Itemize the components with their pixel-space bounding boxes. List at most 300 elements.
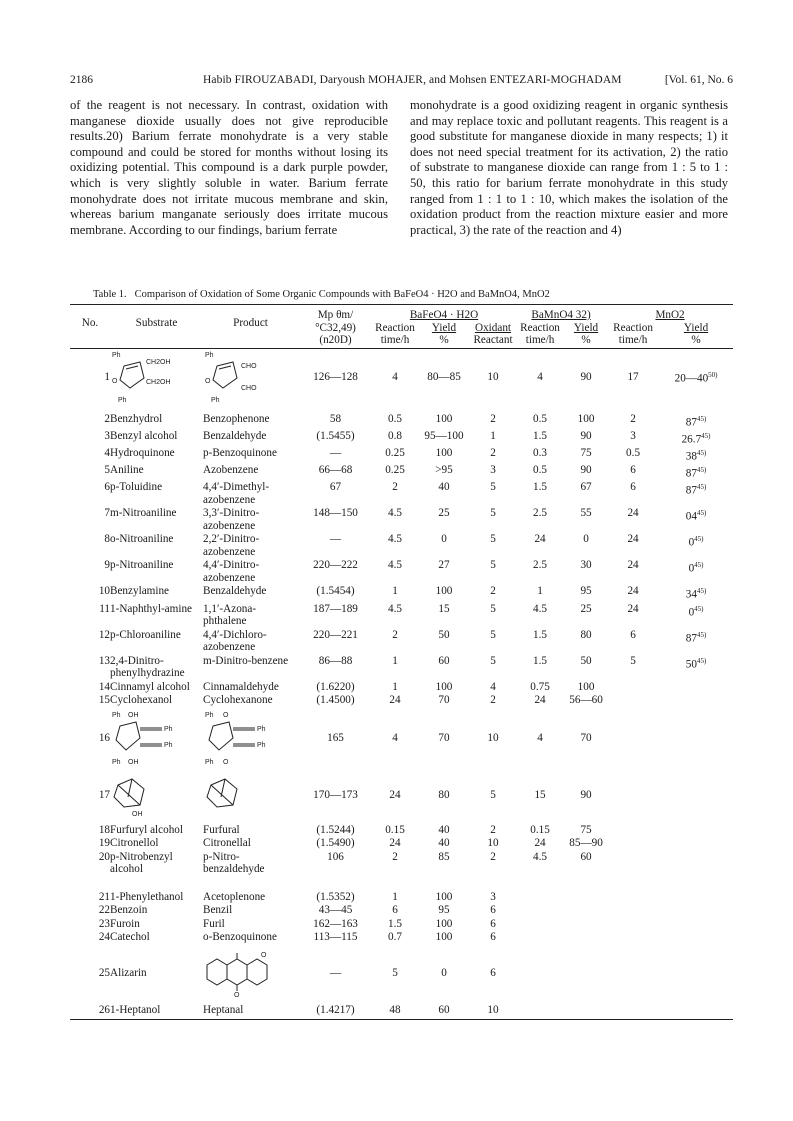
comparison-table [70,304,733,1020]
col-mp-line3: (n20D) [319,334,352,346]
cell-mp: 67 [329,481,342,494]
cell-y3 [659,774,733,817]
cell-no: 26 [70,1003,110,1020]
table-row [70,446,733,463]
cell-t3: 5 [630,654,636,667]
cell-substrate [110,348,203,406]
cell-t1: 2 [392,481,398,494]
cell-substrate: m-Nitroaniline [110,507,177,520]
cell-substrate: Cyclohexanol [110,694,173,707]
cell-product: p-Benzoquinone [203,446,277,459]
cell-y2 [565,1003,607,1020]
cell-mp: — [329,967,342,980]
table-row [70,463,733,480]
cell-y1: 40 [438,837,450,850]
ref-superscript: 45) [696,656,707,665]
cell-product: Heptanal [203,1003,298,1020]
cell-substrate: Benzylamine [110,585,170,598]
cell-product: Cinnamaldehyde [203,680,279,693]
cell-t3: 24 [627,602,639,615]
cell-ox: 5 [490,559,496,572]
page-number: 2186 [70,74,93,86]
cell-no: 23 [98,917,110,930]
cell-t3 [607,693,659,707]
right-paragraph: monohydrate is a good oxidizing reagent in organic synthesis and may replace toxic and pollutant reagents. This reagent is a good substitute for manganese dioxide in many respects; 1) it does not need special treatment for its activation, 2) the ratio of substrate to manganese dioxide can range from 1 : 5 to 1 : 50, this ratio for barium ferrate monohydrate in this study ranged from 1 : 1 to 1 : 10, which makes the isolation of the oxidation product from the reaction mixture easier and more practical, 3) the rate of the reaction and 4) [410,98,728,237]
cell-t1: 1.5 [388,917,402,930]
ref-superscript: 45) [701,431,711,440]
cell-ox: 6 [490,904,496,917]
cell-t1: 1 [392,585,398,598]
cell-t3: 24 [627,533,639,546]
cell-y2 [565,930,607,944]
ph-label: Ph [118,396,127,404]
table-row [70,584,733,601]
cell-t3 [607,709,659,768]
oh-label: OH [132,810,143,817]
col-no: No. [70,305,110,347]
cell-t2 [515,903,565,917]
cell-y1: 40 [438,823,450,836]
cell-t2: 24 [534,694,546,707]
cell-t2: 4.5 [533,602,548,615]
cell-y2: 60 [580,850,592,863]
cho-label: CHO [241,384,257,392]
cell-t2: 2.5 [533,507,548,520]
cell-mp: 162—163 [313,917,358,930]
cell-t2 [515,890,565,904]
ref-superscript: 45) [696,587,707,596]
table-row [70,709,733,768]
cell-product: 2,2′-Dinitro-azobenzene [203,533,260,558]
ref-superscript: 45) [696,509,707,518]
ref-superscript: 50) [708,371,718,380]
col-reaction-1: Reaction [375,321,415,334]
cell-product: 3,3′-Dinitro-azobenzene [203,507,260,532]
cell-substrate: Aniline [110,464,144,477]
cell-product: Benzaldehyde [203,429,267,442]
cell-mp: 43—45 [318,904,353,917]
cell-ox: 3 [490,890,496,903]
cell-t1: 1 [392,654,398,667]
cell-y1: 100 [435,917,453,930]
table-row [70,506,733,532]
cell-mp: 170—173 [313,789,358,802]
cell-ox: 4 [490,680,496,693]
cell-product: Benzil [203,904,233,917]
o-label: O [223,711,229,719]
ph-label: Ph [211,396,220,404]
ref-superscript: 45) [696,483,707,492]
cell-y2: 90 [580,429,592,442]
cell-substrate [110,774,203,817]
ph-label: Ph [205,711,214,719]
cell-t2: 4 [537,371,543,384]
cell-no: 3 [104,429,110,442]
cell-no: 16 [98,732,110,745]
cell-t1: 24 [389,837,401,850]
table-row [70,532,733,558]
body-column-left [70,98,388,238]
cell-mp: — [329,446,342,459]
cell-ox: 2 [490,585,496,598]
table-caption-text: Comparison of Oxidation of Some Organic Compounds with BaFeO4 · H2O and BaMnO4, MnO2 [134,289,550,300]
cell-t2 [515,930,565,944]
cell-y3: 0$^{45)}$ [688,561,704,576]
cell-no: 22 [98,904,110,917]
cell-t2: 4 [537,732,543,745]
cell-t3 [607,1003,659,1020]
cell-mp: (1.5244) [316,823,355,836]
cell-y1: 100 [435,680,453,693]
cell-y1: >95 [435,464,453,477]
cell-product [203,709,298,768]
cell-product: 4,4′-Dinitro-azobenzene [203,559,260,584]
table-row [70,774,733,817]
cell-t1: 48 [373,1003,417,1020]
cell-t3: 3 [630,429,636,442]
cell-no: 13 [98,654,110,667]
cell-y3: 87$^{45)}$ [685,414,707,429]
cell-y2: 67 [580,481,592,494]
cell-y1: 100 [435,412,453,425]
row-spacer [70,876,733,890]
cell-y1: 85 [438,850,450,863]
ph-label: Ph [164,741,173,749]
cell-t2: 1.5 [533,429,548,442]
cell-ox: 2 [490,694,496,707]
cell-t3 [607,850,659,876]
cell-ox: 3 [490,464,496,477]
col-product: Product [203,305,298,347]
table-row [70,917,733,931]
col-mp-line2: °C32,49) [315,321,356,334]
cell-y2: 90 [580,789,592,802]
cell-t1: 0.25 [385,446,405,459]
cell-mp: (1.4217) [298,1003,373,1020]
cell-y2: 56—60 [569,694,603,707]
o-label: O [112,377,118,385]
cell-product: m-Dinitro-benzene [203,654,289,667]
cell-mp: (1.5455) [316,429,355,442]
cell-t3: 6 [630,628,636,641]
cell-mp: 58 [329,412,342,425]
body-column-right [410,98,728,238]
col-reaction-2: Reaction [520,321,560,334]
cell-substrate: Benzyl alcohol [110,429,178,442]
cell-y1: 50 [438,628,450,641]
cell-no: 25 [98,967,110,980]
cell-substrate: p-Nitrobenzyl alcohol [110,850,173,876]
cell-ox: 5 [490,654,496,667]
cell-y3: 87$^{45)}$ [685,483,707,498]
table-row [70,693,733,707]
cell-no: 21 [98,890,110,903]
cell-y3: 0$^{45)}$ [688,604,704,619]
table-row [70,558,733,584]
cell-t3: 24 [627,559,639,572]
cell-y3 [659,693,733,707]
cell-mp: (1.5454) [316,585,355,598]
cell-y2: 55 [580,507,592,520]
cell-substrate: 1-Naphthyl-amine [110,602,193,615]
cell-ox: 10 [471,1003,515,1020]
cell-y1: 60 [438,654,450,667]
col-time-1: time/h [380,334,410,346]
table-row [70,654,733,680]
cell-t3: 24 [627,585,639,598]
product-25-structure [203,951,269,997]
cell-y3: 87$^{45)}$ [685,630,707,645]
table-body [70,348,733,1020]
cell-y3: 20—40$^{50)}$ [674,371,718,386]
cell-y1: 95 [438,904,450,917]
cell-product [203,950,298,997]
cho-label: CHO [241,362,257,370]
ref-superscript: 45) [694,561,704,570]
cell-t1: 6 [392,904,398,917]
cell-product: Acetoplenone [203,890,266,903]
cell-y2 [565,950,607,997]
table-row [70,823,733,837]
table-row [70,628,733,654]
cell-ox: 5 [490,507,496,520]
left-paragraph: of the reagent is not necessary. In contrast, oxidation with manganese dioxide usually does not give reproducible results.20) Barium ferrate monohydrate is a very stable compound and could be stored for months without losing its oxidizing potential. This compound is a dark purple powder, which is very slightly soluble in water. Barium ferrate monohydrate does not irritate mucous membrane and skin, whereas barium manganate seriously does irritate mucous membrane. According to our findings, barium ferrate [70,98,388,237]
cell-t1: 24 [389,789,401,802]
cell-t3 [607,917,659,931]
cell-substrate: 1-Phenylethanol [110,890,184,903]
o-label: O [261,951,267,959]
table-label: Table 1. [93,289,127,300]
cell-product: Cyclohexanone [203,694,273,707]
cell-substrate: Benzoin [110,904,148,917]
cell-mp: 106 [327,850,344,863]
cell-ox: 6 [490,967,496,980]
table-row [70,480,733,506]
cell-product: 4,4′-Dichloro-azobenzene [203,628,267,654]
cell-ox: 5 [490,602,496,615]
cell-t1: 4.5 [388,507,402,520]
group-mno2: MnO2 [655,309,685,321]
cell-no: 14 [98,680,110,693]
cell-y2: 95 [580,585,592,598]
substrate-1-structure [110,350,180,406]
cell-ox: 10 [487,732,499,745]
cell-t1: 0.7 [388,931,402,944]
col-time-3: time/h [618,334,648,346]
cell-t2: 0.5 [533,412,548,425]
cell-t3: 6 [630,464,636,477]
o-label: O [223,758,229,766]
cell-t1: 4.5 [388,533,402,546]
cell-t3 [607,823,659,837]
ph-label: Ph [205,758,214,766]
cell-substrate: Benzhydrol [110,412,163,425]
cell-t3 [607,930,659,944]
cell-y1: 27 [438,559,450,572]
cell-ox: 6 [490,917,496,930]
cell-product: Furfural [203,823,240,836]
cell-no: 6 [104,481,110,494]
cell-y2: 100 [577,412,595,425]
cell-t3 [607,950,659,997]
cell-substrate [110,709,203,768]
col-mp-line1: Mp θm/ [298,305,373,322]
ph-label: Ph [257,725,266,733]
cell-y1: 100 [435,446,453,459]
ph-label: Ph [164,725,173,733]
cell-t1: 0.5 [388,412,402,425]
cell-t2: 24 [534,837,546,850]
cell-product: Citronellal [203,837,251,850]
cell-y1: 0 [441,533,447,546]
o-label: O [234,991,240,997]
cell-no: 2 [104,412,110,425]
cell-product: 4,4′-Dimethyl-azobenzene [203,481,270,506]
cell-product: Benzaldehyde [203,585,267,598]
cell-ox: 5 [490,533,496,546]
cell-no: 12 [98,628,110,641]
cell-product: p-Nitro-benzaldehyde [203,850,265,876]
cell-y2: 100 [577,680,595,693]
cell-mp: (1.4500) [316,694,355,707]
cell-mp: (1.5352) [316,890,355,903]
table-row [70,602,733,628]
cell-y2: 0 [583,533,589,546]
table-row [70,890,733,904]
cell-substrate: Cinnamyl alcohol [110,680,190,693]
cell-product: Furil [203,917,225,930]
ref-superscript: 45) [696,448,707,457]
cell-y2: 30 [580,559,592,572]
ph-label: Ph [112,758,121,766]
cell-product: o-Benzoquinone [203,931,277,944]
cell-y3 [659,917,733,931]
cell-y3: 04$^{45)}$ [685,509,707,524]
cell-substrate: p-Chloroaniline [110,628,181,641]
cell-y2 [565,890,607,904]
ref-superscript: 45) [696,630,707,639]
cell-t1: 4.5 [388,602,402,615]
col-yield-2: Yield [573,321,599,334]
col-reactant: Reactant [473,334,513,346]
cell-substrate: p-Toluidine [110,481,163,494]
cell-mp: 187—189 [313,602,358,615]
cell-substrate: Citronellol [110,837,159,850]
cell-y2: 75 [580,823,592,836]
cell-mp: 126—128 [313,371,358,384]
cell-t1: 4 [392,371,398,384]
cell-ox: 10 [487,371,499,384]
cell-ox: 6 [490,931,496,944]
cell-product [203,348,298,406]
cell-t2: 0.75 [530,680,550,693]
cell-y3 [659,903,733,917]
cell-t1: 4.5 [388,559,402,572]
cell-substrate: 2,4-Dinitro-phenylhydrazine [110,654,185,680]
cell-t3: 17 [627,371,639,384]
cell-no: 8 [104,533,110,546]
cell-mp: (1.6220) [316,680,355,693]
col-pct-1: % [439,334,449,346]
cell-y2: 25 [580,602,592,615]
volume-info: [Vol. 61, No. 6 [664,74,733,86]
cell-t2: 0.5 [533,464,548,477]
cell-mp: 165 [327,732,344,745]
cell-t2: 4.5 [533,850,548,863]
cell-y1: 100 [435,585,453,598]
cell-t3 [607,836,659,850]
cell-y3 [659,890,733,904]
cell-no: 24 [98,931,110,944]
cell-y3: 87$^{45)}$ [685,466,707,480]
cell-t2: 24 [534,533,546,546]
cell-y1: 80 [438,789,450,802]
cell-t1: 24 [389,694,401,707]
cell-t1: 2 [392,628,398,641]
ph-label: Ph [205,351,214,359]
cell-y1: 25 [438,507,450,520]
cell-y3 [659,836,733,850]
cell-mp: 86—88 [318,654,353,667]
cell-no: 9 [104,559,110,572]
cell-t3: 2 [630,412,636,425]
table-row [70,348,733,406]
cell-y1: 95—100 [424,429,464,442]
cell-t3 [607,903,659,917]
cell-no: 18 [98,823,110,836]
ph-label: Ph [257,741,266,749]
cell-no: 17 [98,789,110,802]
cell-y2 [565,903,607,917]
cell-y2: 90 [580,371,592,384]
cell-substrate: Catechol [110,931,150,944]
cell-no: 20 [98,850,110,863]
cell-ox: 2 [490,412,496,425]
table-row [70,429,733,446]
cell-t1: 0.8 [388,429,402,442]
cell-t1: 0.15 [385,823,405,836]
cell-no: 5 [104,464,110,477]
table-row [70,850,733,876]
running-authors: Habib FIROUZABADI, Daryoush MOHAJER, and Mohsen ENTEZARI-MOGHADAM [203,74,622,86]
cell-no: 7 [104,507,110,520]
cell-no: 10 [98,585,110,598]
cell-y1: 70 [438,732,450,745]
cell-y3 [659,680,733,694]
cell-t2: 0.15 [530,823,550,836]
cell-mp: — [329,533,342,546]
cell-product [203,774,298,817]
product-16-structure [203,710,285,768]
cell-no: 4 [104,446,110,459]
cell-mp: 148—150 [313,507,358,520]
table-caption [93,289,550,300]
cell-no: 1 [104,371,110,384]
cell-t2 [515,950,565,997]
cell-y1: 0 [441,967,447,980]
cell-mp: 220—222 [313,559,358,572]
cell-y3 [659,823,733,837]
substrate-17-structure [110,775,150,817]
cell-y3: 38$^{45)}$ [685,448,707,463]
cell-ox: 2 [490,850,496,863]
cell-t2: 1.5 [533,654,548,667]
table-row [70,950,733,997]
cell-substrate: Hydroquinone [110,446,175,459]
group-bafeo4: BaFeO4 · H2O [409,309,479,321]
col-pct-3: % [691,334,701,346]
cell-y3: 0$^{45)}$ [688,535,704,550]
